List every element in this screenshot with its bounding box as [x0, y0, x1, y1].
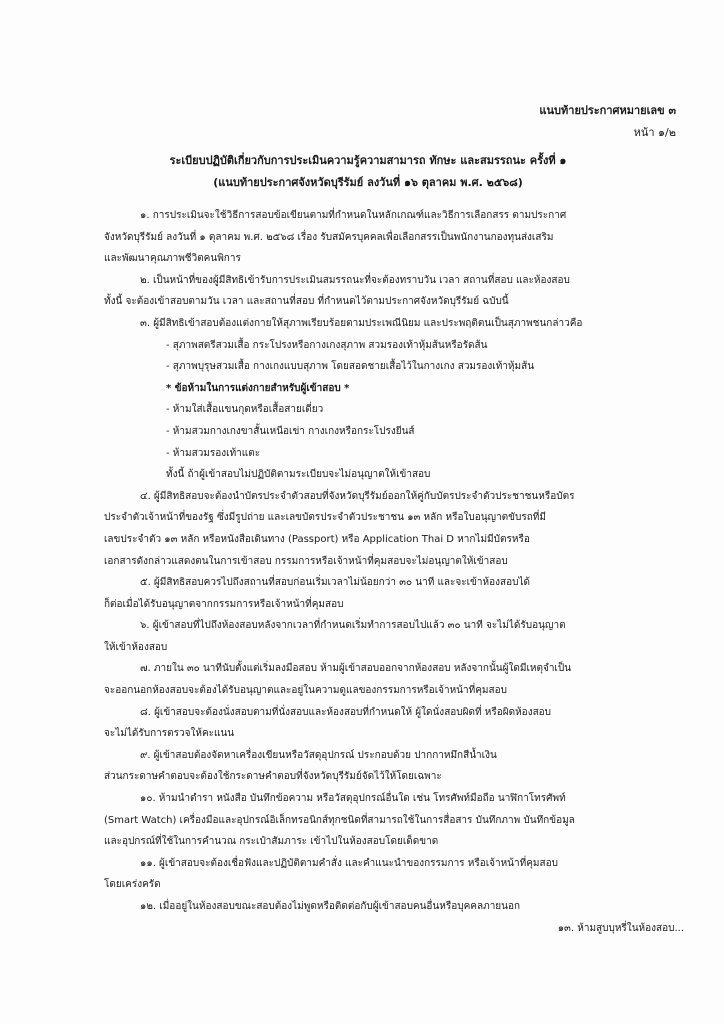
text-line: - ห้ามใส่เสื้อแขนกุดหรือเสื้อสายเดี่ยว: [166, 404, 324, 416]
text-line: ๑๓. ห้ามสูบบุหรี่ในห้องสอบ...: [557, 922, 684, 934]
text-line: ๕. ผู้มีสิทธิสอบควรไปถึงสถานที่สอบก่อนเริ่มเวลาไม่น้อยกว่า ๓๐ นาที และจะเข้าห้องสอบได้: [140, 577, 530, 589]
title-line-2: (แนบท้ายประกาศจังหวัดบุรีรัมย์ ลงวันที่ ๑๖ ตุลาคม พ.ศ. ๒๕๖๘): [213, 176, 523, 189]
text-line: จะออกนอกห้องสอบจะต้องได้รับอนุญาตและอยู่ในความดูแลของกรรมการหรือเจ้าหน้าที่คุมสอบ: [104, 685, 507, 697]
document-title: [60, 150, 676, 194]
annex-label: แนบท้ายประกาศหมายเลข ๓: [539, 104, 676, 117]
text-line: - สุภาพสตรีสวมเสื้อ กระโปรงหรือกางเกงสุภาพ สวมรองเท้าหุ้มส้นหรือรัดส้น: [166, 339, 488, 351]
text-line: ๗. ภายใน ๓๐ นาทีนับตั้งแต่เริ่มลงมือสอบ ห้ามผู้เข้าสอบออกจากห้องสอบ หลังจากนั้นผู้ใดมีเหตุจำเป็น: [140, 663, 572, 675]
text-line: ๓. ผู้มีสิทธิเข้าสอบต้องแต่งกายให้สุภาพเรียบร้อยตามประเพณีนิยม และประพฤติตนเป็นสุภาพชนกล่าวคือ: [140, 317, 583, 329]
text-line: ทั้งนี้ จะต้องเข้าสอบตามวัน เวลา และสถานที่สอบ ที่กำหนดไว้ตามประกาศจังหวัดบุรีรัมย์ ฉบับนี้: [104, 296, 509, 308]
text-line: ให้เข้าห้องสอบ: [104, 641, 168, 653]
text-line: เลขประจำตัว ๑๓ หลัก หรือหนังสือเดินทาง (Passport) หรือ Application Thai D หากไม่มีบัตรหรือ: [104, 533, 530, 545]
text-line: เอกสารดังกล่าวแสดงตนในการเข้าสอบ กรรมการหรือเจ้าหน้าที่คุมสอบจะไม่อนุญาตให้เข้าสอบ: [104, 555, 508, 567]
text-line: ๘. ผู้เข้าสอบจะต้องนั่งสอบตามที่นั่งสอบและห้องสอบที่กำหนดให้ ผู้ใดนั่งสอบผิดที่ หรือผิดห้องสอบ: [140, 706, 552, 718]
text-line: ประจำตัวเจ้าหน้าที่ของรัฐ ซึ่งมีรูปถ่าย และเลขบัตรประจำตัวประชาชน ๑๓ หลัก หรือใบอนุญาตขับรถที่มี: [104, 512, 546, 524]
text-line: (Smart Watch) เครื่องมือและอุปกรณ์อิเล็กทรอนิกส์ทุกชนิดที่สามารถใช้ในการสื่อสาร บันทึกภาพ บันทึกข้อมูล: [104, 814, 575, 826]
text-line: - สุภาพบุรุษสวมเสื้อ กางเกงแบบสุภาพ โดยสอดชายเสื้อไว้ในกางเกง สวมรองเท้าหุ้มส้น: [166, 361, 535, 373]
text-line: ๔. ผู้มีสิทธิสอบจะต้องนำบัตรประจำตัวสอบที่จังหวัดบุรีรัมย์ออกให้คู่กับบัตรประจำตัวประชาชนหรือบัตร: [140, 490, 575, 502]
text-line: ทั้งนี้ ถ้าผู้เข้าสอบไม่ปฏิบัติตามระเบียบจะไม่อนุญาตให้เข้าสอบ: [166, 469, 431, 481]
text-line: จังหวัดบุรีรัมย์ ลงวันที่ ๑ ตุลาคม พ.ศ. ๒๕๖๘ เรื่อง รับสมัครบุคคลเพื่อเลือกสรรเป็นพนักงานกองทุนส่งเสริม: [104, 231, 554, 243]
text-line: ๑. การประเมินจะใช้วิธีการสอบข้อเขียนตามที่กำหนดในหลักเกณฑ์และวิธีการเลือกสรร ตามประกาศ: [140, 210, 567, 221]
page-number: หน้า ๑/๒: [633, 126, 676, 139]
text-line: ๖. ผู้เข้าสอบที่ไปถึงห้องสอบหลังจากเวลาที่กำหนดเริ่มทำการสอบไปแล้ว ๓๐ นาที จะไม่ได้รับอนุญาต: [140, 620, 566, 632]
text-line: และอุปกรณ์ที่ใช้ในการคำนวณ กระเป๋าสัมภาระ เข้าไปในห้องสอบโดยเด็ดขาด: [104, 836, 439, 848]
text-line: และพัฒนาคุณภาพชีวิตคนพิการ: [104, 253, 241, 265]
text-line: ๑๒. เมื่ออยู่ในห้องสอบขณะสอบต้องไม่พูดหรือติดต่อกับผู้เข้าสอบคนอื่นหรือบุคคลภายนอก: [140, 901, 521, 912]
text-line: ๑๑. ผู้เข้าสอบจะต้องเชื่อฟังและปฏิบัติตามคำสั่ง และคำแนะนำของกรรมการ หรือเจ้าหน้าที่คุมสอบ: [140, 857, 558, 869]
text-line: ๒. เป็นหน้าที่ของผู้มีสิทธิเข้ารับการประเมินสมรรถนะที่จะต้องทราบวัน เวลา สถานที่สอบ และห้องสอบ: [140, 274, 570, 286]
document-body: [104, 205, 684, 939]
text-line: - ห้ามสวมรองเท้าแตะ: [166, 447, 261, 459]
text-line: * ข้อห้ามในการแต่งกายสำหรับผู้เข้าสอบ *: [166, 382, 350, 394]
text-line: โดยเคร่งครัด: [104, 879, 161, 891]
text-line: ๑๐. ห้ามนำตำรา หนังสือ บันทึกข้อความ หรือวัสดุอุปกรณ์อื่นใด เช่น โทรศัพท์มือถือ นาฬิกาโทรศัพท์: [140, 793, 566, 805]
text-line: ก็ต่อเมื่อได้รับอนุญาตจากกรรมการหรือเจ้าหน้าที่คุมสอบ: [104, 598, 344, 610]
text-line: - ห้ามสวมกางเกงขาสั้นเหนือเข่า กางเกงหรือกระโปรงยีนส์: [166, 425, 415, 437]
annex-header: [539, 100, 676, 144]
text-line: ๙. ผู้เข้าสอบต้องจัดหาเครื่องเขียนหรือวัสดุอุปกรณ์ ประกอบด้วย ปากกาหมึกสีน้ำเงิน: [140, 749, 497, 761]
title-line-1: ระเบียบปฏิบัติเกี่ยวกับการประเมินความรู้ความสามารถ ทักษะ และสมรรถนะ ครั้งที่ ๑: [169, 154, 567, 167]
text-line: ส่วนกระดาษคำตอบจะต้องใช้กระดาษคำตอบที่จังหวัดบุรีรัมย์จัดไว้ให้โดยเฉพาะ: [104, 771, 442, 783]
text-line: จะไม่ได้รับการตรวจให้คะแนน: [104, 728, 235, 740]
